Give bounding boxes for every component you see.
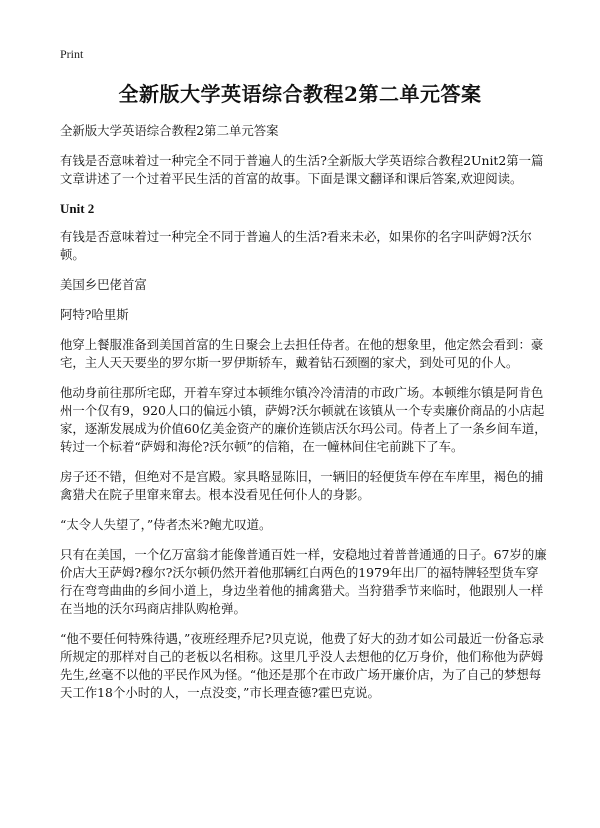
paragraph: 他动身前往那所宅邸，开着车穿过本顿维尔镇冷冷清清的市政广场。本顿维尔镇是阿肯色州一个仅有9，920人口的偏远小镇，萨姆?沃尔顿就在该镇从一个专卖廉价商品的小店起家，逐渐发展成为价值60亿美金资产的廉价连锁店沃尔玛公司。侍者上了一条乡间车道，转过一个标着“萨姆和海伦?沃尔顿”的信箱，在一幢林间住宅前跳下了车。: [60, 385, 547, 454]
paragraph: 房子还不错，但绝对不是宫殿。家具略显陈旧，一辆旧的轻便货车停在车库里，褐色的捕禽猎犬在院子里窜来窜去。根本没看见任何仆人的身影。: [60, 469, 544, 502]
paragraph: 阿特?哈里斯: [60, 307, 129, 322]
paragraph: 只有在美国，一个亿万富翁才能像普通百姓一样，安稳地过着普普通通的日子。67岁的廉价店大王萨姆?穆尔?沃尔顿仍然开着他那辆红白两色的1979年出厂的福特牌轻型货车穿行在弯弯曲曲的乡间小道上，身边坐着他的捕禽猎犬。当狩猎季节来临时，他跟别人一样在当地的沃尔玛商店排队购枪弹。: [60, 547, 547, 616]
unit-heading: Unit 2: [60, 201, 95, 216]
document-title: 全新版大学英语综合教程2第二单元答案: [118, 82, 482, 106]
document-body: [60, 122, 550, 714]
paragraph: “他不要任何特殊待遇，”夜班经理乔尼?贝克说，他费了好大的劲才如公司最近一份备忘录所规定的那样对自己的老板以名相称。这里几乎没人去想他的亿万身价，他们称他为萨姆先生,丝毫不以他的平民作风为怪。“他还是那个在市政广场开廉价店，为了自己的梦想每天工作18个小时的人，一点没变，”市长理查德?霍巴克说。: [60, 631, 544, 700]
paragraph: 美国乡巴佬首富: [60, 277, 147, 292]
paragraph: “太令人失望了，”侍者杰米?鲍尤叹道。: [60, 517, 272, 532]
document-subtitle: 全新版大学英语综合教程2第二单元答案: [60, 123, 279, 138]
paragraph: 有钱是否意味着过一种完全不同于普遍人的生活?看来未必，如果你的名字叫萨姆?沃尔顿。: [60, 229, 532, 262]
paragraph: 他穿上餐服准备到美国首富的生日聚会上去担任侍者。在他的想象里，他定然会看到：豪宅，主人天天要坐的罗尔斯一罗伊斯轿车，戴着钻石颈圈的家犬，到处可见的仆人。: [60, 337, 544, 370]
print-label: Print: [60, 47, 84, 61]
intro-paragraph: 有钱是否意味着过一种完全不同于普遍人的生活?全新版大学英语综合教程2Unit2第一篇文章讲述了一个过着平民生活的首富的故事。下面是课文翻译和课后答案,欢迎阅读。: [60, 153, 544, 186]
